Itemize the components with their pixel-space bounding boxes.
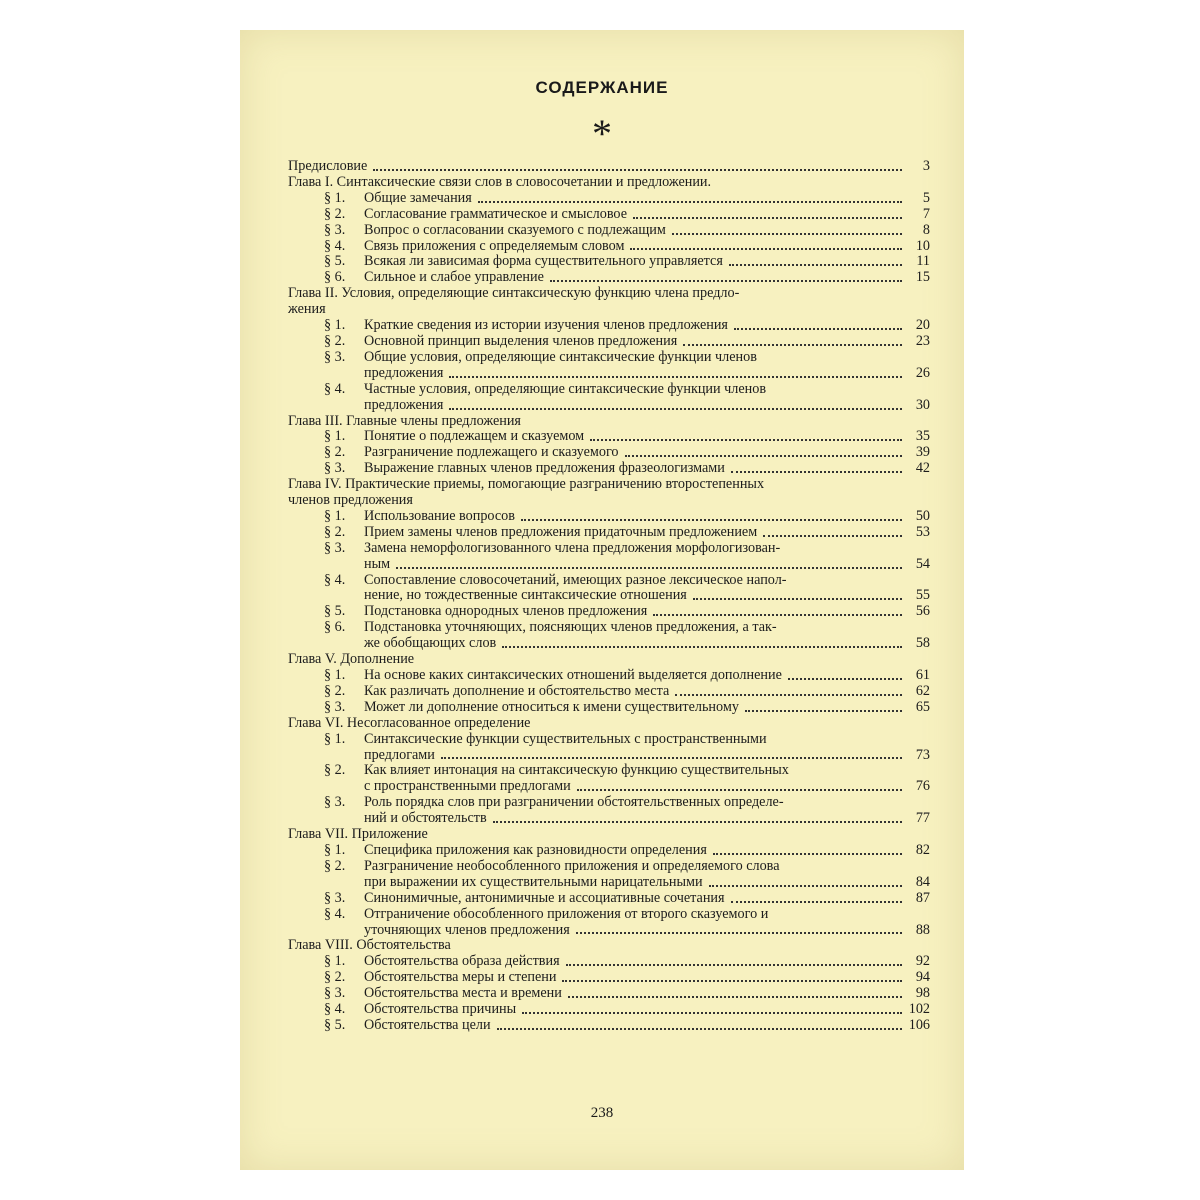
- entry-title: Общие замечания: [364, 189, 472, 206]
- section-number: § 2.: [324, 523, 346, 540]
- toc-chapter-line: [288, 286, 930, 302]
- toc-section-line: [288, 684, 930, 700]
- toc-chapter-line: [288, 938, 930, 954]
- entry-page-number: 39: [915, 444, 930, 461]
- table-of-contents: [288, 159, 930, 1034]
- entry-page-number: 56: [915, 603, 930, 620]
- dot-leader: [441, 757, 902, 759]
- toc-section-line: [288, 763, 930, 779]
- entry-title: Глава VIII. Обстоятельства: [288, 937, 451, 954]
- book-page: [240, 30, 964, 1170]
- entry-title: Замена неморфологизованного члена предложения морфологизован-: [364, 539, 781, 556]
- section-number: § 2.: [324, 332, 346, 349]
- entry-page-number: 7: [922, 205, 930, 222]
- entry-title: Всякая ли зависимая форма существительного управляется: [364, 253, 723, 270]
- entry-page-number: 53: [915, 523, 930, 540]
- entry-page-number: 11: [916, 253, 930, 270]
- dot-leader: [396, 567, 902, 569]
- dot-leader: [550, 280, 902, 282]
- section-number: § 2.: [324, 857, 346, 874]
- entry-page-number: 94: [915, 969, 930, 986]
- entry-page-number: 73: [915, 746, 930, 763]
- section-number: § 3.: [324, 348, 346, 365]
- entry-title: предлогами: [364, 746, 435, 763]
- entry-title: Синонимичные, антонимичные и ассоциативные сочетания: [364, 889, 725, 906]
- dot-leader: [745, 710, 902, 712]
- entry-page-number: 10: [915, 237, 930, 254]
- section-number: § 1.: [324, 841, 346, 858]
- entry-title: Выражение главных членов предложения фразеологизмами: [364, 460, 725, 477]
- toc-section-line: [288, 1018, 930, 1034]
- entry-title: Глава V. Дополнение: [288, 651, 415, 668]
- section-number: § 6.: [324, 619, 346, 636]
- toc-chapter-line: [288, 652, 930, 668]
- section-number: § 4.: [324, 571, 346, 588]
- dot-leader: [731, 901, 902, 903]
- entry-title: Глава IV. Практические приемы, помогающие разграничению второстепенных: [288, 476, 765, 493]
- section-number: § 3.: [324, 539, 346, 556]
- toc-section-line: [288, 668, 930, 684]
- dot-leader: [478, 201, 902, 203]
- toc-section-line: [288, 748, 930, 764]
- dot-leader: [675, 694, 902, 696]
- entry-title: Роль порядка слов при разграничении обстоятельственных определе-: [364, 794, 784, 811]
- section-number: § 5.: [324, 603, 346, 620]
- toc-section-line: [288, 270, 930, 286]
- entry-page-number: 35: [915, 428, 930, 445]
- toc-section-line: [288, 318, 930, 334]
- entry-title: Понятие о подлежащем и сказуемом: [364, 428, 585, 445]
- entry-page-number: 20: [915, 317, 930, 334]
- dot-leader: [576, 932, 902, 934]
- toc-section-line: [288, 573, 930, 589]
- entry-title: Общие условия, определяющие синтаксические функции членов: [364, 348, 757, 365]
- dot-leader: [373, 169, 902, 171]
- section-number: § 4.: [324, 1001, 346, 1018]
- entry-page-number: 65: [915, 698, 930, 715]
- section-number: § 1.: [324, 507, 346, 524]
- dot-leader: [590, 439, 902, 441]
- entry-title: Отграничение обособленного приложения от второго сказуемого и: [364, 905, 769, 922]
- section-number: § 1.: [324, 317, 346, 334]
- page-number: 238: [590, 1105, 614, 1121]
- entry-title: ным: [364, 555, 391, 572]
- dot-leader: [763, 535, 902, 537]
- toc-chapter-line: [288, 827, 930, 843]
- toc-section-line: [288, 923, 930, 939]
- toc-section-line: [288, 350, 930, 366]
- toc-section-line: [288, 779, 930, 795]
- section-number: § 2.: [324, 682, 346, 699]
- toc-section-line: [288, 604, 930, 620]
- dot-leader: [521, 519, 902, 521]
- entry-title: Разграничение подлежащего и сказуемого: [364, 444, 619, 461]
- section-number: § 1.: [324, 667, 346, 683]
- dot-leader: [630, 248, 902, 250]
- toc-section-line: [288, 986, 930, 1002]
- toc-chapter-line: [288, 716, 930, 732]
- entry-page-number: 61: [915, 667, 930, 683]
- dot-leader: [625, 455, 902, 457]
- dot-leader: [497, 1028, 902, 1030]
- entry-page-number: 42: [915, 460, 930, 477]
- dot-leader: [672, 233, 902, 235]
- entry-page-number: 77: [915, 810, 930, 827]
- toc-section-line: [288, 366, 930, 382]
- dot-leader: [729, 264, 902, 266]
- entry-page-number: 84: [915, 873, 930, 890]
- entry-title: Глава III. Главные члены предложения: [288, 412, 521, 429]
- entry-title: Сопоставление словосочетаний, имеющих разное лексическое напол-: [364, 571, 787, 588]
- entry-title: же обобщающих слов: [364, 635, 497, 652]
- toc-section-line: [288, 795, 930, 811]
- toc-chapter-line: [288, 414, 930, 430]
- toc-chapter-line: [288, 302, 930, 318]
- entry-title: Сильное и слабое управление: [364, 269, 544, 286]
- toc-section-line: [288, 636, 930, 652]
- toc-section-line: [288, 334, 930, 350]
- dot-leader: [522, 1012, 902, 1014]
- entry-page-number: 8: [922, 221, 930, 238]
- entry-title: Использование вопросов: [364, 507, 515, 524]
- toc-section-line: [288, 732, 930, 748]
- dot-leader: [633, 217, 902, 219]
- entry-page-number: 102: [908, 1001, 930, 1018]
- entry-title: нение, но тождественные синтаксические отношения: [364, 587, 687, 604]
- entry-title: Глава VII. Приложение: [288, 826, 428, 843]
- dot-leader: [562, 980, 902, 982]
- toc-section-line: [288, 954, 930, 970]
- section-number: § 2.: [324, 969, 346, 986]
- toc-chapter-line: [288, 477, 930, 493]
- dot-leader: [449, 408, 902, 410]
- section-number: § 1.: [324, 428, 346, 445]
- entry-title: Глава II. Условия, определяющие синтаксическую функцию члена предло-: [288, 285, 740, 302]
- toc-section-line: [288, 1002, 930, 1018]
- dot-leader: [449, 376, 902, 378]
- toc-section-line: [288, 557, 930, 573]
- entry-page-number: 30: [915, 396, 930, 413]
- asterisk-ornament: *: [592, 111, 612, 156]
- entry-page-number: 88: [915, 921, 930, 938]
- entry-title: Обстоятельства причины: [364, 1001, 517, 1018]
- toc-section-line: [288, 398, 930, 414]
- entry-title: Глава VI. Несогласованное определение: [288, 714, 531, 731]
- section-number: § 3.: [324, 985, 346, 1002]
- dot-leader: [731, 471, 902, 473]
- entry-title: Глава I. Синтаксические связи слов в словосочетании и предложении.: [288, 173, 712, 190]
- entry-title: при выражении их существительными нарицательными: [364, 873, 703, 890]
- entry-title: Подстановка уточняющих, поясняющих членов предложения, а так-: [364, 619, 777, 636]
- entry-title: Специфика приложения как разновидности определения: [364, 841, 707, 858]
- entry-title: ний и обстоятельств: [364, 810, 487, 827]
- entry-title: уточняющих членов предложения: [364, 921, 570, 938]
- entry-title: Как различать дополнение и обстоятельство места: [364, 682, 670, 699]
- entry-page-number: 76: [915, 778, 930, 795]
- section-number: § 4.: [324, 237, 346, 254]
- entry-page-number: 58: [915, 635, 930, 652]
- dot-leader: [566, 964, 902, 966]
- toc-section-line: [288, 588, 930, 604]
- toc-section-line: [288, 843, 930, 859]
- entry-page-number: 106: [908, 1016, 930, 1033]
- page-title: СОДЕРЖАНИЕ: [535, 78, 669, 97]
- toc-section-line: [288, 907, 930, 923]
- toc-section-line: [288, 254, 930, 270]
- toc-chapter-line: [288, 175, 930, 191]
- entry-title: Частные условия, определяющие синтаксические функции членов: [364, 380, 767, 397]
- entry-title: Прием замены членов предложения придаточным предложением: [364, 523, 758, 540]
- entry-title: жения: [288, 301, 326, 318]
- entry-title: предложения: [364, 396, 444, 413]
- toc-section-line: [288, 509, 930, 525]
- dot-leader: [788, 678, 902, 680]
- toc-section-line: [288, 875, 930, 891]
- dot-leader: [734, 328, 902, 330]
- toc-section-line: [288, 891, 930, 907]
- toc-section-line: [288, 445, 930, 461]
- section-number: § 3.: [324, 221, 346, 238]
- dot-leader: [493, 821, 902, 823]
- section-number: § 5.: [324, 1016, 346, 1033]
- toc-section-line: [288, 859, 930, 875]
- dot-leader: [713, 853, 902, 855]
- entry-title: Основной принцип выделения членов предложения: [364, 332, 678, 349]
- section-number: § 3.: [324, 460, 346, 477]
- entry-page-number: 26: [915, 364, 930, 381]
- entry-title: Обстоятельства меры и степени: [364, 969, 557, 986]
- dot-leader: [693, 598, 902, 600]
- entry-title: Предисловие: [288, 158, 368, 174]
- toc-section-line: [288, 541, 930, 557]
- entry-title: Вопрос о согласовании сказуемого с подлежащим: [364, 221, 666, 238]
- section-number: § 3.: [324, 889, 346, 906]
- entry-page-number: 55: [915, 587, 930, 604]
- section-number: § 4.: [324, 380, 346, 397]
- entry-title: Как влияет интонация на синтаксическую функцию существительных: [364, 762, 789, 779]
- entry-page-number: 62: [915, 682, 930, 699]
- entry-title: Подстановка однородных членов предложения: [364, 603, 648, 620]
- dot-leader: [683, 344, 902, 346]
- toc-section-line: [288, 620, 930, 636]
- section-number: § 4.: [324, 905, 346, 922]
- entry-page-number: 15: [915, 269, 930, 286]
- toc-section-line: [288, 207, 930, 223]
- entry-title: Краткие сведения из истории изучения членов предложения: [364, 317, 728, 334]
- entry-title: Разграничение необособленного приложения и определяемого слова: [364, 857, 780, 874]
- entry-title: Может ли дополнение относиться к имени существительному: [364, 698, 739, 715]
- section-number: § 3.: [324, 794, 346, 811]
- dot-leader: [502, 646, 902, 648]
- toc-section-line: [288, 223, 930, 239]
- toc-section-line: [288, 970, 930, 986]
- toc-section-line: [288, 525, 930, 541]
- entry-page-number: 87: [915, 889, 930, 906]
- dot-leader: [709, 885, 902, 887]
- toc-section-line: [288, 239, 930, 255]
- entry-page-number: 92: [915, 953, 930, 970]
- entry-page-number: 82: [915, 841, 930, 858]
- entry-page-number: 54: [915, 555, 930, 572]
- entry-title: с пространственными предлогами: [364, 778, 571, 795]
- toc-section-line: [288, 811, 930, 827]
- section-number: § 1.: [324, 953, 346, 970]
- section-number: § 5.: [324, 253, 346, 270]
- dot-leader: [568, 996, 902, 998]
- section-number: § 6.: [324, 269, 346, 286]
- dot-leader: [653, 614, 902, 616]
- entry-title: Обстоятельства цели: [364, 1016, 491, 1033]
- entry-title: членов предложения: [288, 492, 413, 509]
- entry-title: Синтаксические функции существительных с пространственными: [364, 730, 767, 747]
- entry-page-number: 98: [915, 985, 930, 1002]
- toc-chapter-line: [288, 159, 930, 175]
- section-number: § 1.: [324, 189, 346, 206]
- entry-page-number: 3: [922, 158, 930, 174]
- entry-title: Обстоятельства места и времени: [364, 985, 562, 1002]
- entry-title: предложения: [364, 364, 444, 381]
- entry-title: Согласование грамматическое и смысловое: [364, 205, 628, 222]
- section-number: § 2.: [324, 205, 346, 222]
- toc-section-line: [288, 700, 930, 716]
- toc-section-line: [288, 461, 930, 477]
- entry-title: Связь приложения с определяемым словом: [364, 237, 625, 254]
- toc-section-line: [288, 382, 930, 398]
- section-number: § 2.: [324, 762, 346, 779]
- entry-page-number: 50: [915, 507, 930, 524]
- toc-chapter-line: [288, 493, 930, 509]
- section-number: § 1.: [324, 730, 346, 747]
- section-number: § 2.: [324, 444, 346, 461]
- toc-section-line: [288, 429, 930, 445]
- entry-title: Обстоятельства образа действия: [364, 953, 560, 970]
- entry-page-number: 5: [922, 189, 930, 206]
- entry-title: На основе каких синтаксических отношений выделяется дополнение: [364, 667, 782, 683]
- dot-leader: [577, 789, 902, 791]
- toc-section-line: [288, 191, 930, 207]
- section-number: § 3.: [324, 698, 346, 715]
- entry-page-number: 23: [915, 332, 930, 349]
